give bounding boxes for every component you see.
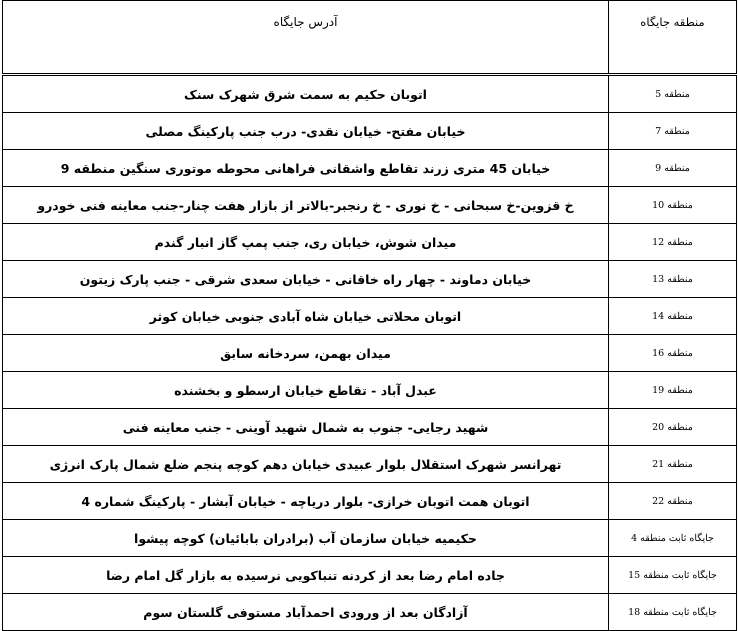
table-row: [3, 594, 737, 631]
station-address: خیابان 45 متری زرند تقاطع واشقانی فراهانی محوطه موتوری سنگین منطقه 9: [3, 150, 609, 187]
station-zone: منطقه 9: [609, 150, 737, 187]
station-address: میدان بهمن، سردخانه سابق: [3, 335, 609, 372]
table-row: [3, 75, 737, 113]
table-row: [3, 557, 737, 594]
station-address: جاده امام رضا بعد از کردنه تنباکویی نرسیده به بازار گل امام رضا: [3, 557, 609, 594]
header-zone: منطقه جایگاه: [609, 1, 737, 75]
station-address: اتوبان محلاتی خیابان شاه آبادی جنوبی خیابان کوثر: [3, 298, 609, 335]
station-address: حکیمیه خیابان سازمان آب (برادران بابائیان) کوچه پیشوا: [3, 520, 609, 557]
station-address: شهید رجایی- جنوب به شمال شهید آوینی - جنب معاینه فنی: [3, 409, 609, 446]
station-address: عبدل آباد - تقاطع خیابان ارسطو و بخشنده: [3, 372, 609, 409]
station-zone: منطقه 10: [609, 187, 737, 224]
station-zone: منطقه 5: [609, 75, 737, 113]
table-row: [3, 520, 737, 557]
station-zone: منطقه 21: [609, 446, 737, 483]
table-row: [3, 187, 737, 224]
table-header-row: [3, 1, 737, 75]
station-zone: منطقه 12: [609, 224, 737, 261]
station-zone: منطقه 20: [609, 409, 737, 446]
station-address: آزادگان بعد از ورودی احمدآباد مستوفی گلستان سوم: [3, 594, 609, 631]
station-zone: منطقه 22: [609, 483, 737, 520]
station-zone: منطقه 13: [609, 261, 737, 298]
table-row: [3, 335, 737, 372]
station-zone: جایگاه ثابت منطقه 18: [609, 594, 737, 631]
station-zone: منطقه 7: [609, 113, 737, 150]
station-zone: منطقه 14: [609, 298, 737, 335]
station-address: خیابان دماوند - چهار راه خاقانی - خیابان سعدی شرقی - جنب پارک زیتون: [3, 261, 609, 298]
station-address: خیابان مفتح- خیابان نقدی- درب جنب پارکینگ مصلی: [3, 113, 609, 150]
table-row: [3, 113, 737, 150]
station-address: اتوبان همت اتوبان خرازی- بلوار دریاچه - خیابان آبشار - پارکینگ شماره 4: [3, 483, 609, 520]
station-zone: منطقه 16: [609, 335, 737, 372]
station-zone: جایگاه ثابت منطقه 15: [609, 557, 737, 594]
table-row: [3, 483, 737, 520]
table-row: [3, 298, 737, 335]
table-row: [3, 224, 737, 261]
table-row: [3, 261, 737, 298]
header-address: آدرس جایگاه: [3, 1, 609, 75]
table-row: [3, 150, 737, 187]
table-row: [3, 446, 737, 483]
stations-table: [2, 0, 737, 631]
station-address: تهرانسر شهرک استقلال بلوار عبیدی خیابان دهم کوچه پنجم ضلع شمال پارک انرژی: [3, 446, 609, 483]
table-row: [3, 409, 737, 446]
table-row: [3, 372, 737, 409]
station-address: میدان شوش، خیابان ری، جنب پمپ گاز انبار گندم: [3, 224, 609, 261]
station-address: اتوبان حکیم به سمت شرق شهرک سنک: [3, 75, 609, 113]
station-zone: جایگاه ثابت منطقه 4: [609, 520, 737, 557]
station-address: خ قزوین-خ سبحانی - خ نوری - خ رنجبر-بالاتر از بازار هفت چنار-جنب معاینه فنی خودرو: [3, 187, 609, 224]
station-zone: منطقه 19: [609, 372, 737, 409]
